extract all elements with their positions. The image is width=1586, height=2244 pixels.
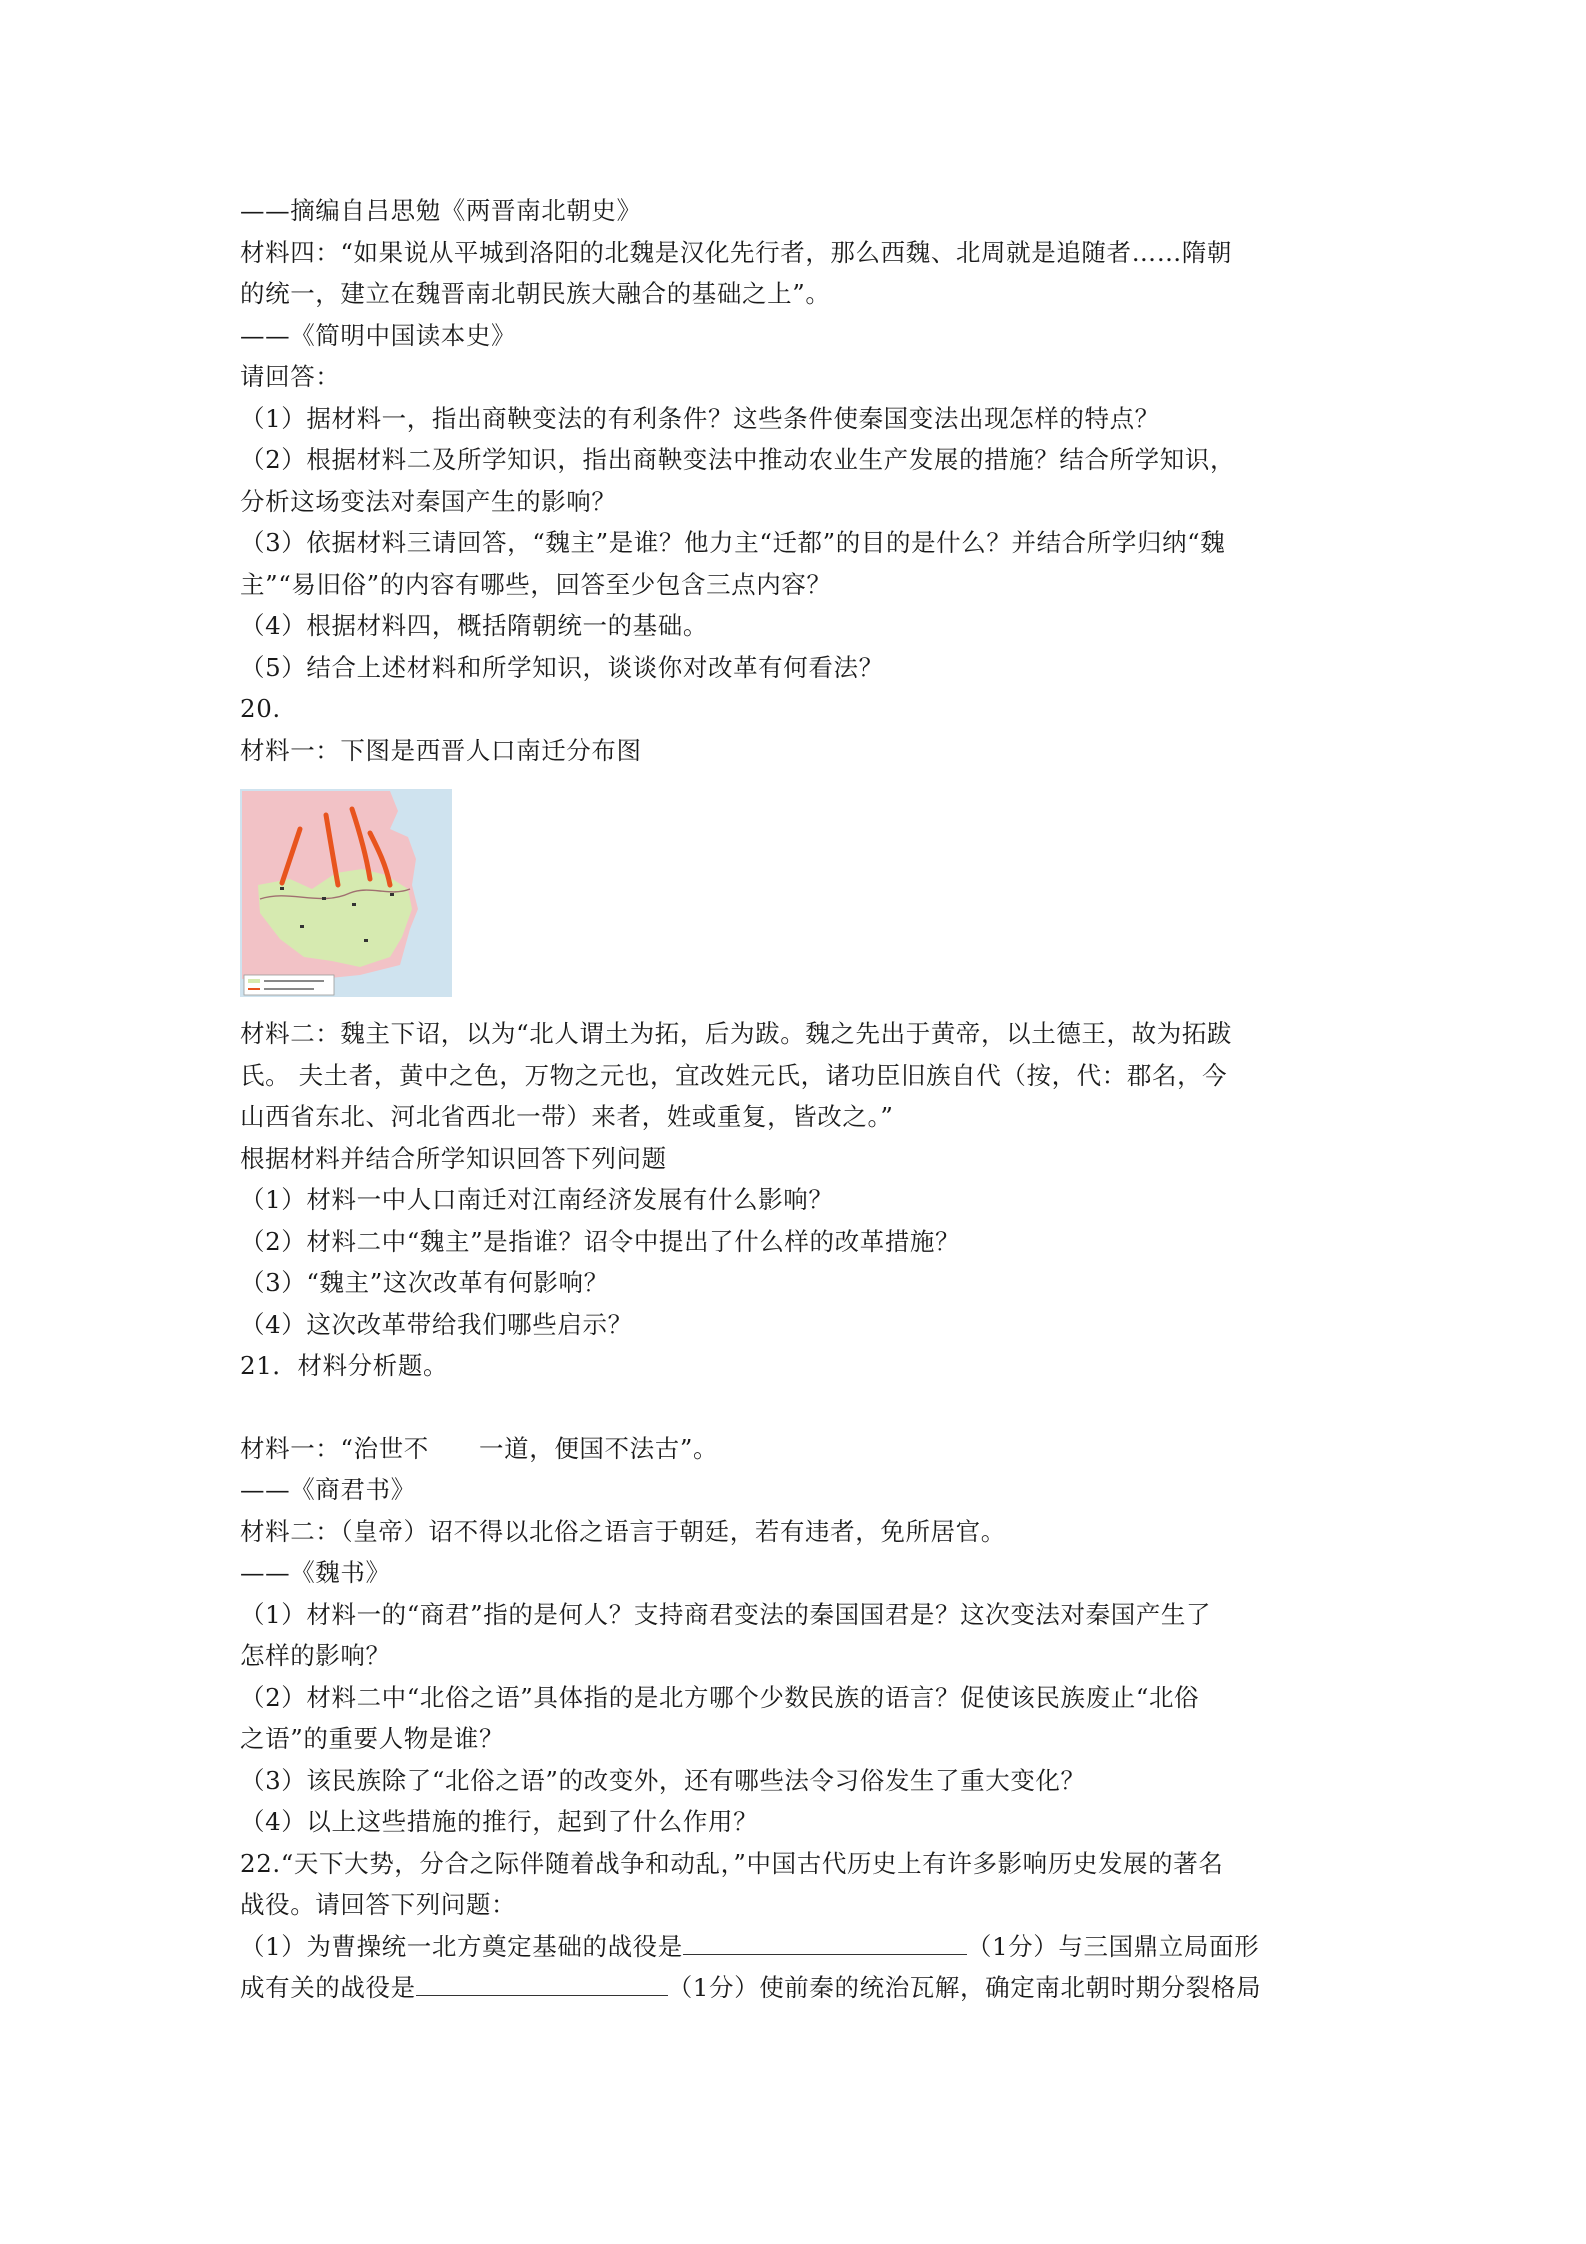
text-block-c xyxy=(240,1428,1350,1926)
text-line: （1）材料一中人口南迁对江南经济发展有什么影响？ xyxy=(240,1185,834,1214)
map-legend-text-mark xyxy=(264,980,324,982)
map-legend-swatch xyxy=(248,979,260,983)
text-line: 请回答： xyxy=(240,362,341,391)
text-line: （3）依据材料三请回答，“魏主”是谁？他力主“迁都”的目的是什么？并结合所学归纳“魏 xyxy=(240,528,1226,557)
text-line: ——《商君书》 xyxy=(240,1475,416,1504)
text-line: （3）该民族除了“北俗之语”的改变外，还有哪些法令习俗发生了重大变化？ xyxy=(240,1765,1086,1795)
text-line: 的统一，建立在魏晋南北朝民族大融合的基础之上”。 xyxy=(240,279,831,308)
text-line: 21．材料分析题。 xyxy=(240,1351,449,1380)
city-marker xyxy=(390,893,394,896)
text-line: （1）据材料一，指出商鞅变法的有利条件？这些条件使秦国变法出现怎样的特点？ xyxy=(240,403,1160,433)
q22-line-1-before: （1）为曹操统一北方奠定基础的战役是 xyxy=(240,1931,683,1961)
text-line: 根据材料并结合所学知识回答下列问题 xyxy=(240,1143,667,1173)
text-line: （2）材料二中“魏主”是指谁？诏令中提出了什么样的改革措施？ xyxy=(240,1226,961,1256)
q22-line-1-after: （1分）与三国鼎立局面形 xyxy=(966,1931,1260,1961)
text-line: （5）结合上述材料和所学知识，谈谈你对改革有何看法？ xyxy=(240,652,884,682)
text-block-b xyxy=(240,1013,1350,1387)
text-line: ——《魏书》 xyxy=(240,1558,391,1587)
text-line: （2）根据材料二及所学知识，指出商鞅变法中推动农业生产发展的措施？结合所学知识， xyxy=(240,445,1236,474)
text-line: 之语”的重要人物是谁？ xyxy=(240,1724,505,1753)
text-line: 22.“天下大势，分合之际伴随着战争和动乱，”中国古代历史上有许多影响历史发展的著名 xyxy=(240,1848,1224,1878)
text-line: （4）以上这些措施的推行，起到了什么作用？ xyxy=(240,1807,759,1836)
text-line: 材料四：“如果说从平城到洛阳的北魏是汉化先行者，那么西魏、北周就是追随者……隋朝 xyxy=(240,237,1233,267)
city-marker xyxy=(322,897,326,900)
answer-blank-2[interactable] xyxy=(416,1973,668,1996)
text-line: 材料二：（皇帝）诏不得以北俗之语言于朝廷，若有违者，免所居官。 xyxy=(240,1516,1006,1546)
q22-line-2-after: （1分）使前秦的统治瓦解，确定南北朝时期分裂格局 xyxy=(667,1973,1262,2002)
text-line: 20. xyxy=(240,694,281,723)
document-page xyxy=(240,190,1350,2009)
map-legend-text-mark xyxy=(264,988,314,990)
text-line: 山西省东北、河北省西北一带）来者，姓或重复，皆改之。” xyxy=(240,1102,894,1131)
text-line: 材料二：魏主下诏，以为“北人谓土为拓，后为跋。魏之先出于黄帝，以土德王，故为拓跋 xyxy=(240,1019,1233,1048)
q22-line-2 xyxy=(240,1967,1350,2009)
answer-blank-1[interactable] xyxy=(683,1932,967,1955)
text-line: （4）根据材料四，概括隋朝统一的基础。 xyxy=(240,611,708,640)
text-line: 分析这场变法对秦国产生的影响？ xyxy=(240,486,617,516)
map-graphic xyxy=(240,789,452,997)
map-legend-box xyxy=(244,975,334,995)
text-line: 怎样的影响？ xyxy=(240,1641,391,1670)
text-block-a xyxy=(240,190,1350,771)
text-line: （2）材料二中“北俗之语”具体指的是北方哪个少数民族的语言？促使该民族废止“北俗 xyxy=(240,1682,1200,1712)
city-marker xyxy=(364,939,368,942)
text-line: 主”“易旧俗”的内容有哪些，回答至少包含三点内容？ xyxy=(240,569,832,599)
text-line: （4）这次改革带给我们哪些启示？ xyxy=(240,1309,633,1339)
q22-line-2-before: 成有关的战役是 xyxy=(240,1973,416,2002)
city-marker xyxy=(352,903,356,906)
spacer xyxy=(240,1387,1350,1428)
text-line: ——摘编自吕思勉《两晋南北朝史》 xyxy=(240,196,642,225)
text-line: 材料一：下图是西晋人口南迁分布图 xyxy=(240,735,642,765)
text-line: ——《简明中国读本史》 xyxy=(240,320,517,350)
text-line: 氏。 夫土者，黄中之色，万物之元也，宜改姓元氏，诸功臣旧族自代（按，代：郡名，今 xyxy=(240,1060,1228,1090)
population-migration-map xyxy=(240,789,452,997)
text-line: （1）材料一的“商君”指的是何人？支持商君变法的秦国国君是？这次变法对秦国产生了 xyxy=(240,1599,1212,1629)
city-marker xyxy=(280,887,284,890)
text-line: 战役。请回答下列问题： xyxy=(240,1890,517,1919)
q22-line-1 xyxy=(240,1926,1350,1968)
text-line: （3）“魏主”这次改革有何影响？ xyxy=(240,1268,609,1297)
city-marker xyxy=(300,925,304,928)
text-line: 材料一：“治世不 一道，便国不法古”。 xyxy=(240,1433,719,1463)
